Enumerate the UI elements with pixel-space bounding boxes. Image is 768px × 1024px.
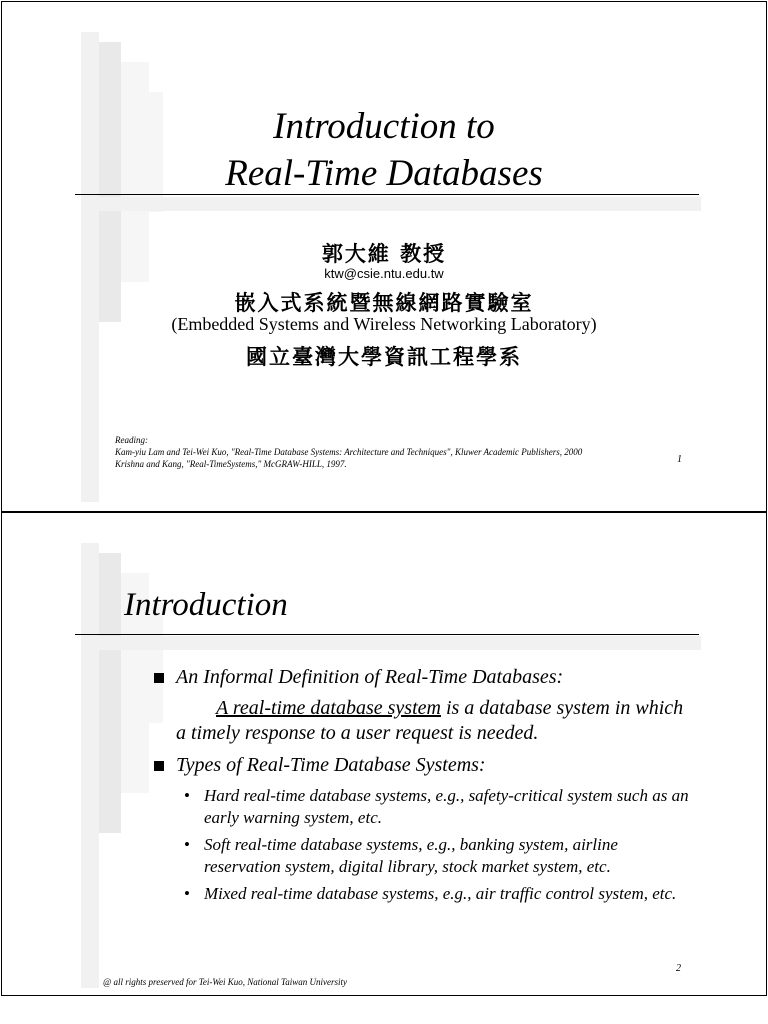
author-name: 郭大維 教授	[321, 242, 447, 266]
sub-bullet-item	[152, 883, 692, 905]
title-rule	[75, 194, 699, 195]
bullet-text: Types of Real-Time Database Systems:	[176, 754, 486, 776]
definition-paragraph	[152, 696, 692, 746]
slide-content	[152, 665, 692, 905]
page-number: 2	[676, 963, 681, 974]
decor-bar	[81, 543, 99, 988]
slide-title-line-1: Introduction to	[273, 106, 495, 147]
slide-1	[1, 1, 767, 512]
sub-bullet-text: Mixed real-time database systems, e.g., air traffic control system, etc.	[204, 884, 677, 903]
round-bullet-icon: •	[184, 884, 190, 903]
decor-bar	[81, 197, 701, 211]
bullet-item	[152, 665, 692, 690]
round-bullet-icon: •	[184, 835, 190, 854]
reading-list	[115, 434, 582, 470]
definition-text: is a database system in which a timely response to a user request is needed.	[176, 697, 684, 744]
decor-bar	[99, 553, 121, 833]
slide-title-line-2: Real-Time Databases	[225, 153, 543, 194]
bullet-text: An Informal Definition of Real-Time Databases:	[176, 666, 564, 688]
lab-name-english: (Embedded Systems and Wireless Networking Laboratory)	[171, 314, 597, 334]
copyright-footer: @ all rights preserved for Tei-Wei Kuo, National Taiwan University	[103, 977, 347, 987]
reading-label: Reading:	[115, 435, 148, 445]
slide-2	[1, 512, 767, 996]
bullet-item	[152, 753, 692, 778]
square-bullet-icon	[154, 673, 164, 683]
department-name: 國立臺灣大學資訊工程學系	[246, 345, 522, 369]
sub-bullet-text: Hard real-time database systems, e.g., safety-critical system such as an early warning system, etc.	[204, 786, 689, 827]
author-email: ktw@csie.ntu.edu.tw	[324, 266, 444, 281]
slide-title: Introduction	[124, 587, 288, 623]
round-bullet-icon: •	[184, 786, 190, 805]
sub-bullet-item	[152, 785, 692, 829]
reading-item: Krishna and Kang, "Real-TimeSystems," McGRAW-HILL, 1997.	[115, 459, 347, 469]
sub-bullet-text: Soft real-time database systems, e.g., banking system, airline reservation system, digital library, stock market system, etc.	[204, 835, 618, 876]
definition-term: A real-time database system	[216, 697, 441, 719]
sub-bullet-item	[152, 834, 692, 878]
lab-name-cjk: 嵌入式系統暨無線網路實驗室	[234, 291, 534, 315]
decor-bar	[81, 636, 701, 650]
reading-item: Kam-yiu Lam and Tei-Wei Kuo, "Real-Time Database Systems: Architecture and Techniques", Kluwer Academic Publishers, 2000	[115, 447, 583, 457]
square-bullet-icon	[154, 761, 164, 771]
title-rule	[75, 634, 699, 635]
page-number: 1	[677, 454, 682, 465]
